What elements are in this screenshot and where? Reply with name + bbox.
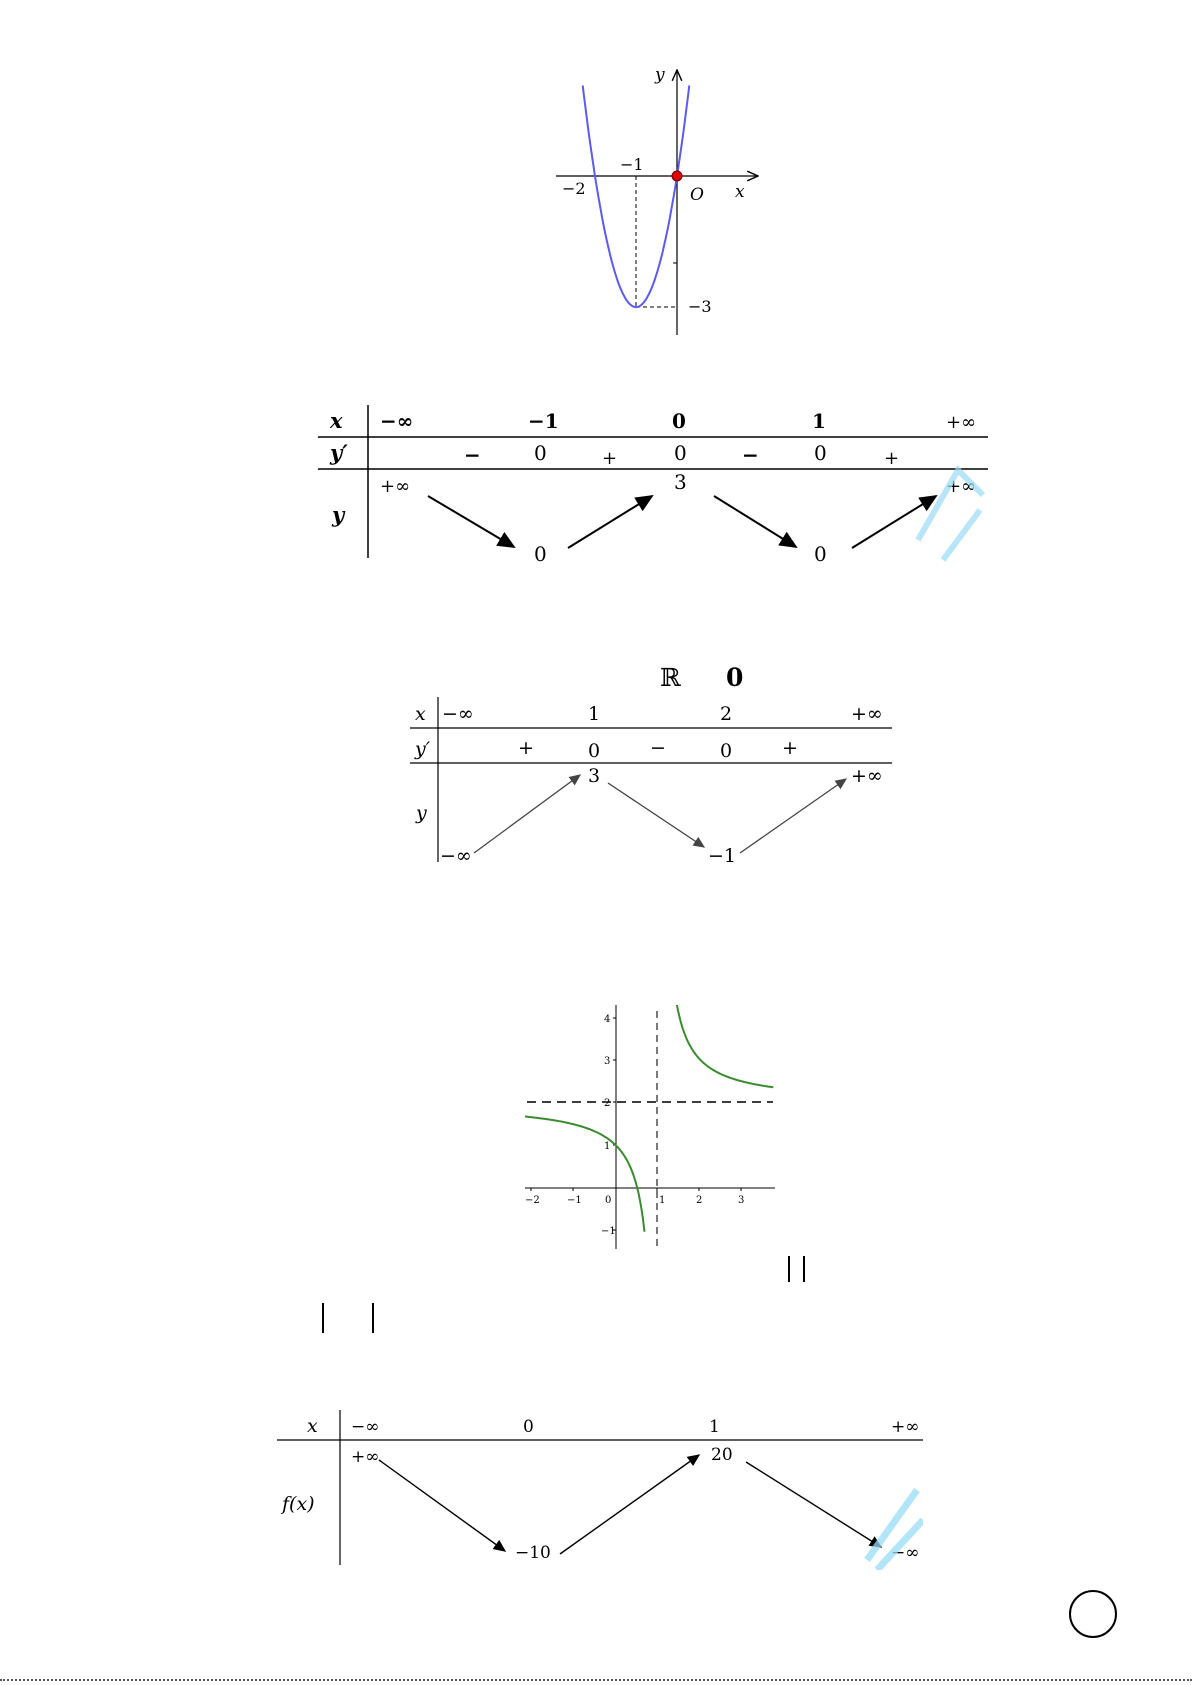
sign-cell: 0: [534, 441, 547, 465]
x-tick-label: −1: [567, 1195, 582, 1206]
abs-bar-left: [322, 1303, 324, 1333]
sign-cell: 0: [720, 740, 733, 762]
origin-point: [672, 171, 682, 181]
f-value: 20: [711, 1445, 733, 1465]
row-label-yprime: y′: [415, 738, 431, 760]
y-axis-label: y: [655, 65, 665, 85]
x-tick-label: −2: [525, 1195, 540, 1206]
reals-symbol: ℝ: [660, 663, 681, 692]
x-tick-label: 0: [605, 1195, 612, 1206]
sign-cell: −: [742, 443, 759, 467]
zero-fragment: 0: [726, 663, 744, 692]
variation-table-3: [277, 1410, 923, 1570]
page-bottom-border: [0, 1679, 1192, 1681]
x-value: 1: [588, 703, 601, 725]
sign-cell: +: [782, 737, 798, 759]
arrow-increase: [474, 775, 580, 853]
sign-cell: 0: [674, 441, 687, 465]
origin-label: O: [690, 185, 704, 205]
y-value: 0: [534, 542, 547, 566]
abs-bar-left: [788, 1256, 790, 1282]
hyperbola-branch-left: [525, 1117, 645, 1232]
x-value: 2: [720, 703, 733, 725]
tick-label-minus1: −1: [620, 155, 644, 174]
tick-label-minus2: −2: [562, 179, 586, 198]
y-value: −∞: [440, 845, 472, 867]
row-label-y: y: [416, 802, 427, 824]
tick-label-minus3: −3: [688, 297, 712, 316]
y-tick-label: 4: [604, 1014, 611, 1025]
x-value: +∞: [946, 412, 977, 433]
variation-table-1: [318, 400, 988, 570]
sign-cell: +: [518, 737, 534, 759]
parabola-curve: [583, 86, 690, 308]
row-label-f: f(x): [282, 1493, 315, 1515]
y-tick-label: 2: [604, 1098, 611, 1109]
x-value: −∞: [380, 409, 414, 433]
f-value: −10: [515, 1543, 551, 1563]
row-label-y: y: [332, 502, 345, 527]
arrow-increase: [852, 496, 936, 548]
y-value: +∞: [946, 476, 977, 497]
sign-cell: −: [650, 737, 666, 759]
y-value: 0: [814, 542, 827, 566]
row-label-x: x: [307, 1415, 318, 1437]
sign-cell: −: [464, 443, 481, 467]
hyperbola-graph: [525, 1005, 775, 1253]
sign-cell: +: [884, 448, 900, 469]
x-value: +∞: [891, 1417, 920, 1437]
y-tick-label: 1: [604, 1141, 611, 1152]
abs-bar-right: [803, 1256, 805, 1282]
x-value: −∞: [442, 703, 474, 725]
x-value: 0: [523, 1417, 534, 1437]
row-label-x: x: [415, 703, 426, 725]
arrow-decrease: [379, 1460, 505, 1551]
x-value: −∞: [351, 1417, 380, 1437]
page-number-circle: [1069, 1590, 1117, 1638]
y-value: −1: [708, 845, 737, 867]
arrow-increase: [740, 779, 846, 853]
x-value: 1: [709, 1417, 720, 1437]
arrow-decrease: [428, 496, 514, 547]
x-axis-label: x: [735, 182, 745, 202]
arrow-decrease: [746, 1462, 881, 1547]
x-value: 0: [672, 409, 686, 433]
sign-cell: 0: [588, 740, 601, 762]
arrow-increase: [568, 496, 652, 548]
y-value: +∞: [380, 476, 411, 497]
x-value: −1: [528, 409, 559, 433]
row-label-yprime: y′: [330, 440, 348, 465]
parabola-graph: [540, 60, 770, 340]
sign-cell: 0: [814, 441, 827, 465]
f-value: −∞: [891, 1543, 920, 1563]
y-tick-label: 3: [604, 1056, 611, 1067]
x-value: 1: [812, 409, 826, 433]
abs-bar-right: [372, 1303, 374, 1333]
variation-table-2: [410, 697, 892, 872]
y-value: 3: [674, 470, 687, 494]
x-tick-label: 2: [696, 1195, 703, 1206]
x-value: +∞: [851, 703, 883, 725]
y-tick-label: −1: [601, 1226, 616, 1237]
x-tick-label: 3: [738, 1195, 745, 1206]
arrow-decrease: [608, 783, 704, 847]
sign-cell: +: [602, 448, 618, 469]
y-value: +∞: [851, 765, 883, 787]
arrow-decrease: [714, 496, 796, 547]
row-label-x: x: [330, 408, 343, 433]
arrow-increase: [560, 1455, 699, 1554]
f-value: +∞: [351, 1447, 380, 1467]
x-tick-label: 1: [659, 1195, 666, 1206]
hyperbola-branch-right: [676, 1005, 774, 1087]
y-value: 3: [588, 765, 601, 787]
